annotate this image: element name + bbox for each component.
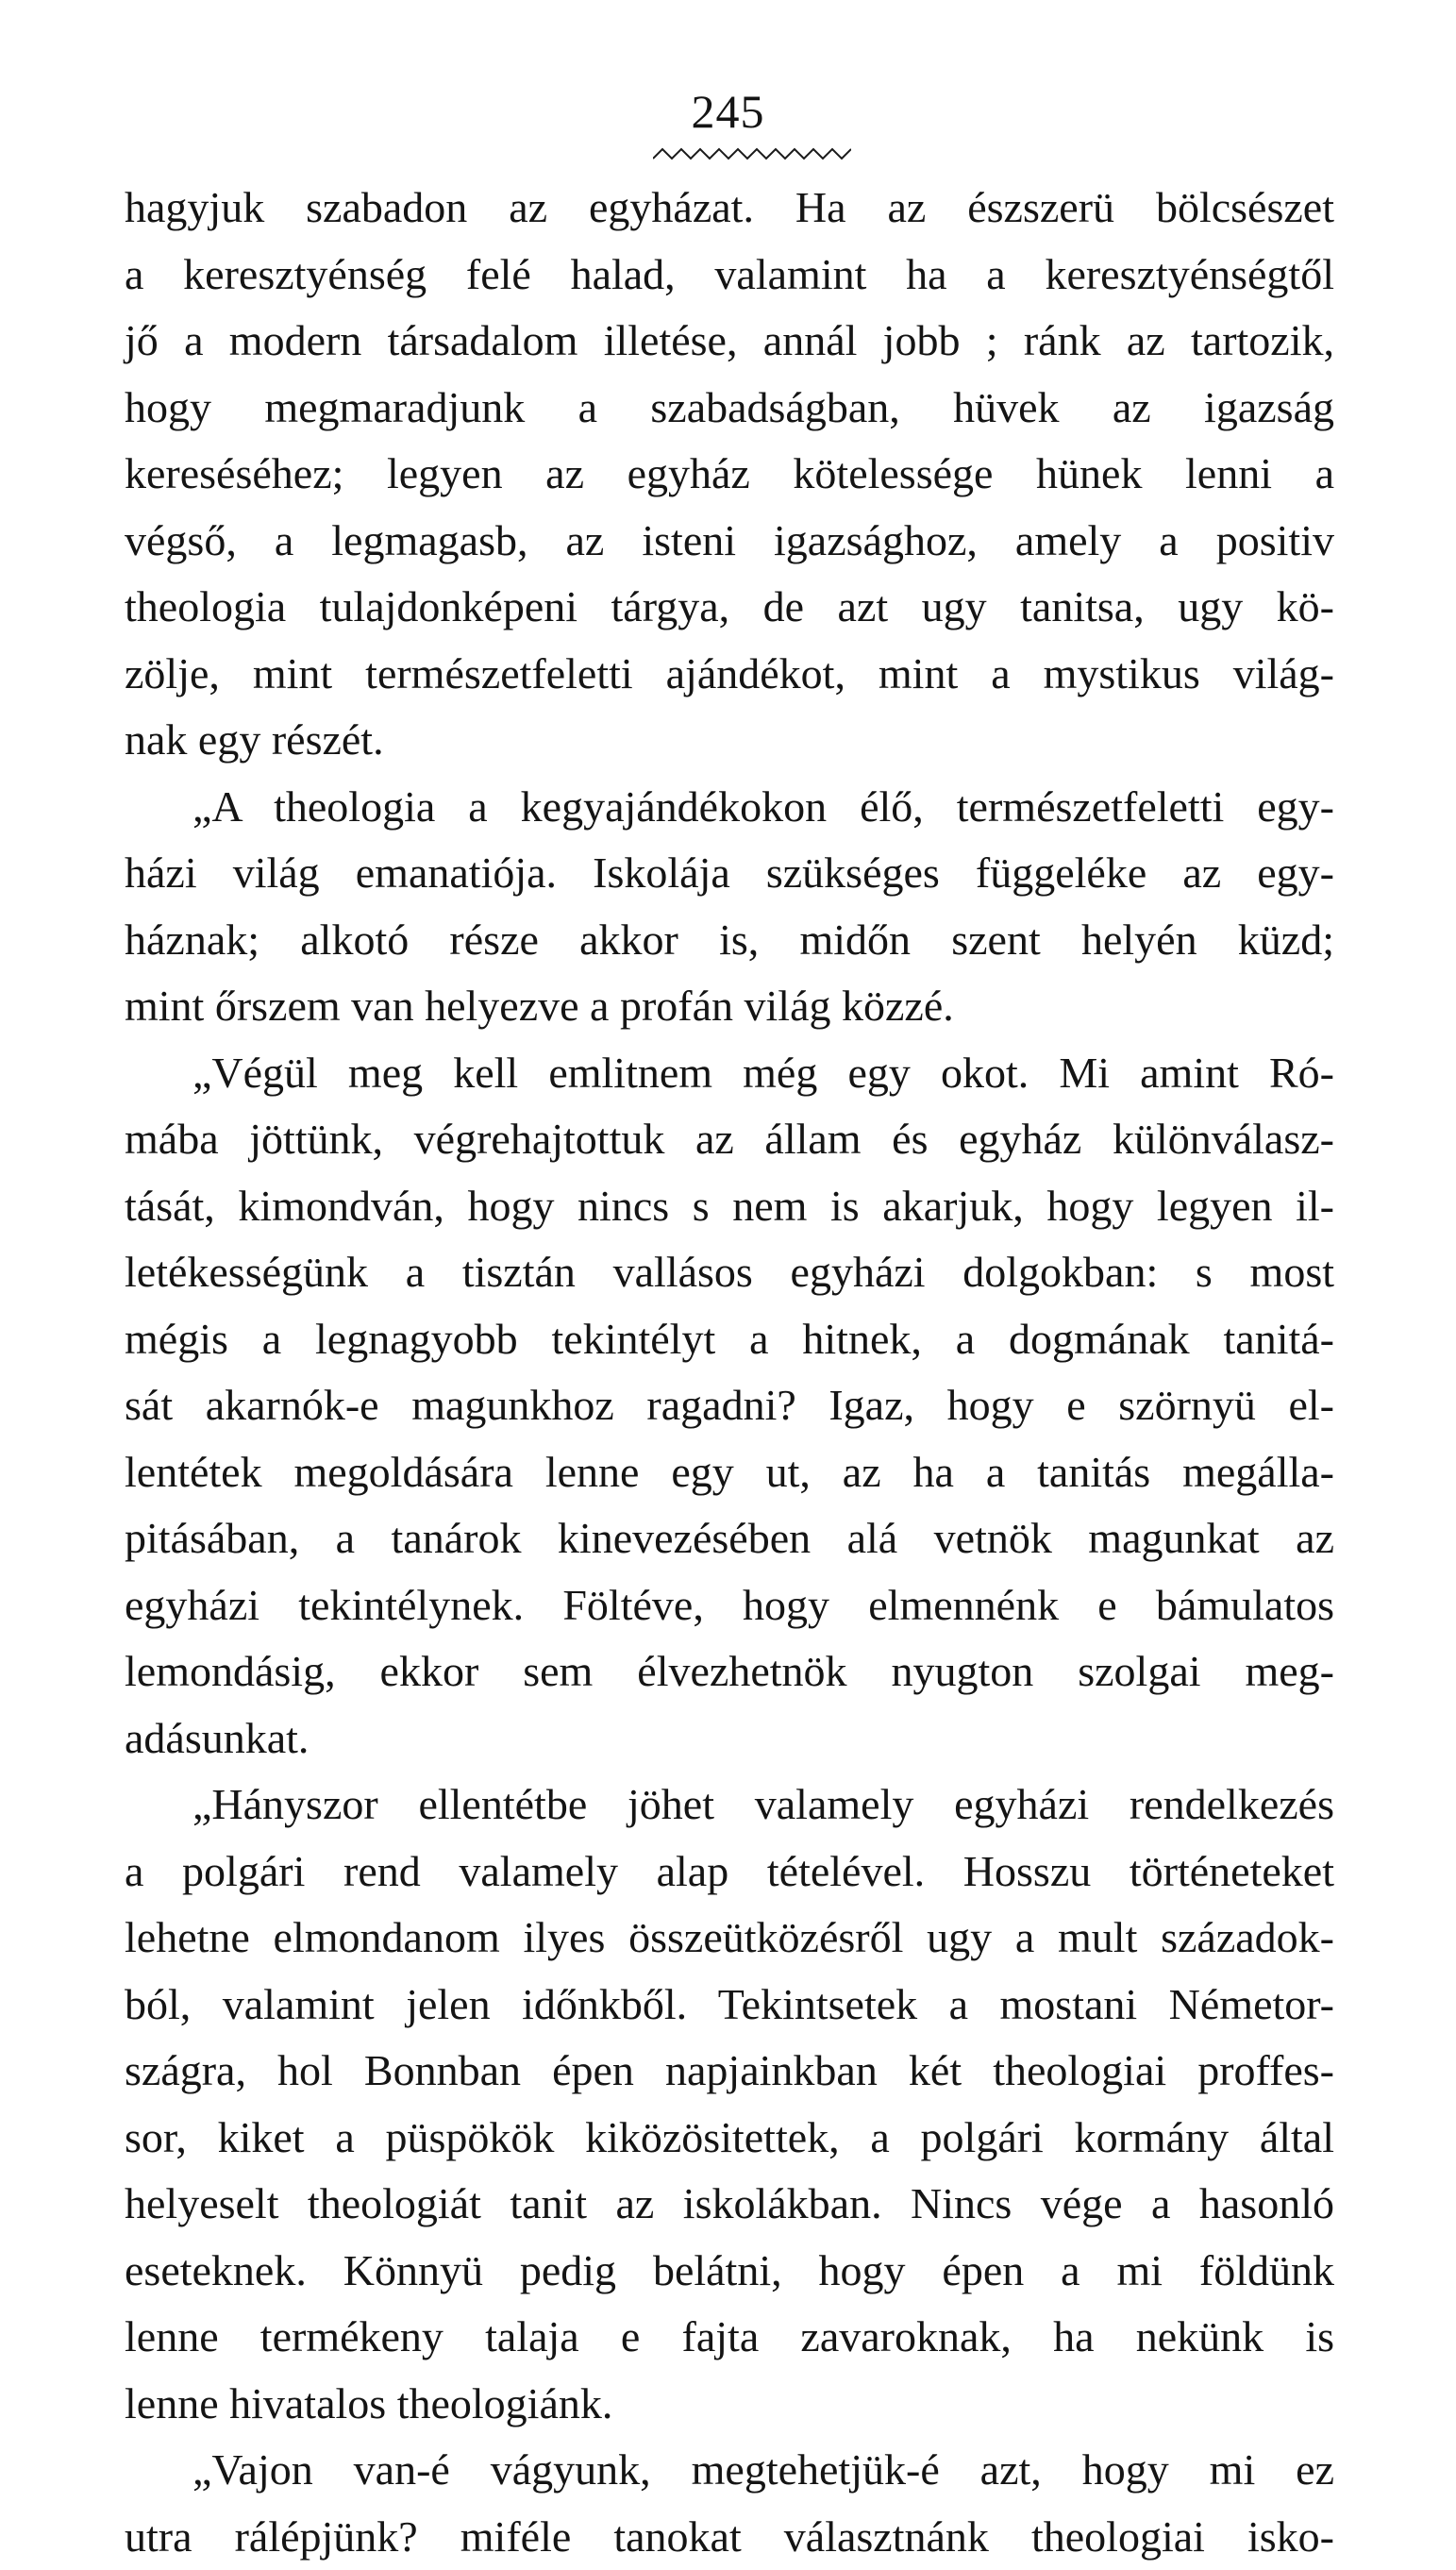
text-line: „Végül meg kell emlitnem még egy okot. Mi amint Ró- — [125, 1040, 1334, 1107]
text-line: a keresztyénség felé halad, valamint ha a keresztyénségtől — [125, 242, 1334, 309]
text-line: lehetne elmondanom ilyes összeütközésről ugy a mult századok- — [125, 1905, 1334, 1972]
text-line: eseteknek. Könnyü pedig belátni, hogy épen a mi földünk — [125, 2238, 1334, 2305]
text-line: adásunkat. — [125, 1705, 1334, 1772]
page-number: 245 — [0, 83, 1456, 140]
text-line: egyházi tekintélynek. Föltéve, hogy elmennénk e bámulatos — [125, 1572, 1334, 1639]
text-line: hogy megmaradjunk a szabadságban, hüvek az igazság — [125, 375, 1334, 442]
text-line: helyeselt theologiát tanit az iskolákban. Nincs vége a hasonló — [125, 2171, 1334, 2238]
text-line: letékességünk a tisztán vallásos egyházi dolgokban: s most — [125, 1239, 1334, 1306]
wavy-rule-ornament — [653, 143, 851, 166]
text-line: kereséséhez; legyen az egyház kötelessége hünek lenni a — [125, 441, 1334, 508]
text-line: pitásában, a tanárok kinevezésében alá vetnök magunkat az — [125, 1505, 1334, 1572]
text-line: „Hányszor ellentétbe jöhet valamely egyházi rendelkezés — [125, 1772, 1334, 1839]
text-line: „A theologia a kegyajándékokon élő, természetfeletti egy- — [125, 774, 1334, 841]
text-line: mába jöttünk, végrehajtottuk az állam és egyház különválasz- — [125, 1106, 1334, 1173]
text-line: „Vajon van-é vágyunk, megtehetjük-é azt, hogy mi ez — [125, 2437, 1334, 2504]
text-line: szágra, hol Bonnban épen napjainkban két theologiai proffes- — [125, 2038, 1334, 2105]
text-line: lenne termékeny talaja e fajta zavaroknak, ha nekünk is — [125, 2304, 1334, 2371]
text-line: tását, kimondván, hogy nincs s nem is akarjuk, hogy legyen il- — [125, 1173, 1334, 1240]
text-line: lentétek megoldására lenne egy ut, az ha a tanitás megálla- — [125, 1439, 1334, 1506]
text-line: sor, kiket a püspökök kiközösitettek, a polgári kormány által — [125, 2105, 1334, 2172]
text-line: végső, a legmagasb, az isteni igazsághoz, amely a positiv — [125, 508, 1334, 575]
text-line: házi világ emanatiója. Iskolája szükséges függeléke az egy- — [125, 840, 1334, 907]
text-line: lemondásig, ekkor sem élvezhetnök nyugton szolgai meg- — [125, 1638, 1334, 1705]
text-line: jő a modern társadalom illetése, annál jobb ; ránk az tartozik, — [125, 308, 1334, 375]
text-line: sát akarnók-e magunkhoz ragadni? Igaz, hogy e szörnyü el- — [125, 1372, 1334, 1439]
text-line: lenne hivatalos theologiánk. — [125, 2371, 1334, 2438]
text-line: mégis a legnagyobb tekintélyt a hitnek, a dogmának tanitá- — [125, 1306, 1334, 1373]
text-line: hagyjuk szabadon az egyházat. Ha az észszerü bölcsészet — [125, 175, 1334, 242]
text-line: háznak; alkotó része akkor is, midőn szent helyén küzd; — [125, 907, 1334, 974]
text-line: theologia tulajdonképeni tárgya, de azt ugy tanitsa, ugy kö- — [125, 574, 1334, 641]
text-line: ból, valamint jelen időnkből. Tekintsetek a mostani Németor- — [125, 1972, 1334, 2039]
body-text — [125, 175, 1334, 2570]
text-line: zölje, mint természetfeletti ajándékot, mint a mystikus világ- — [125, 641, 1334, 708]
text-line: mint őrszem van helyezve a profán világ közzé. — [125, 973, 1334, 1040]
text-line: nak egy részét. — [125, 707, 1334, 774]
text-line: utra rálépjünk? miféle tanokat választnánk theologiai isko- — [125, 2504, 1334, 2570]
text-line: a polgári rend valamely alap tételével. Hosszu történeteket — [125, 1839, 1334, 1906]
